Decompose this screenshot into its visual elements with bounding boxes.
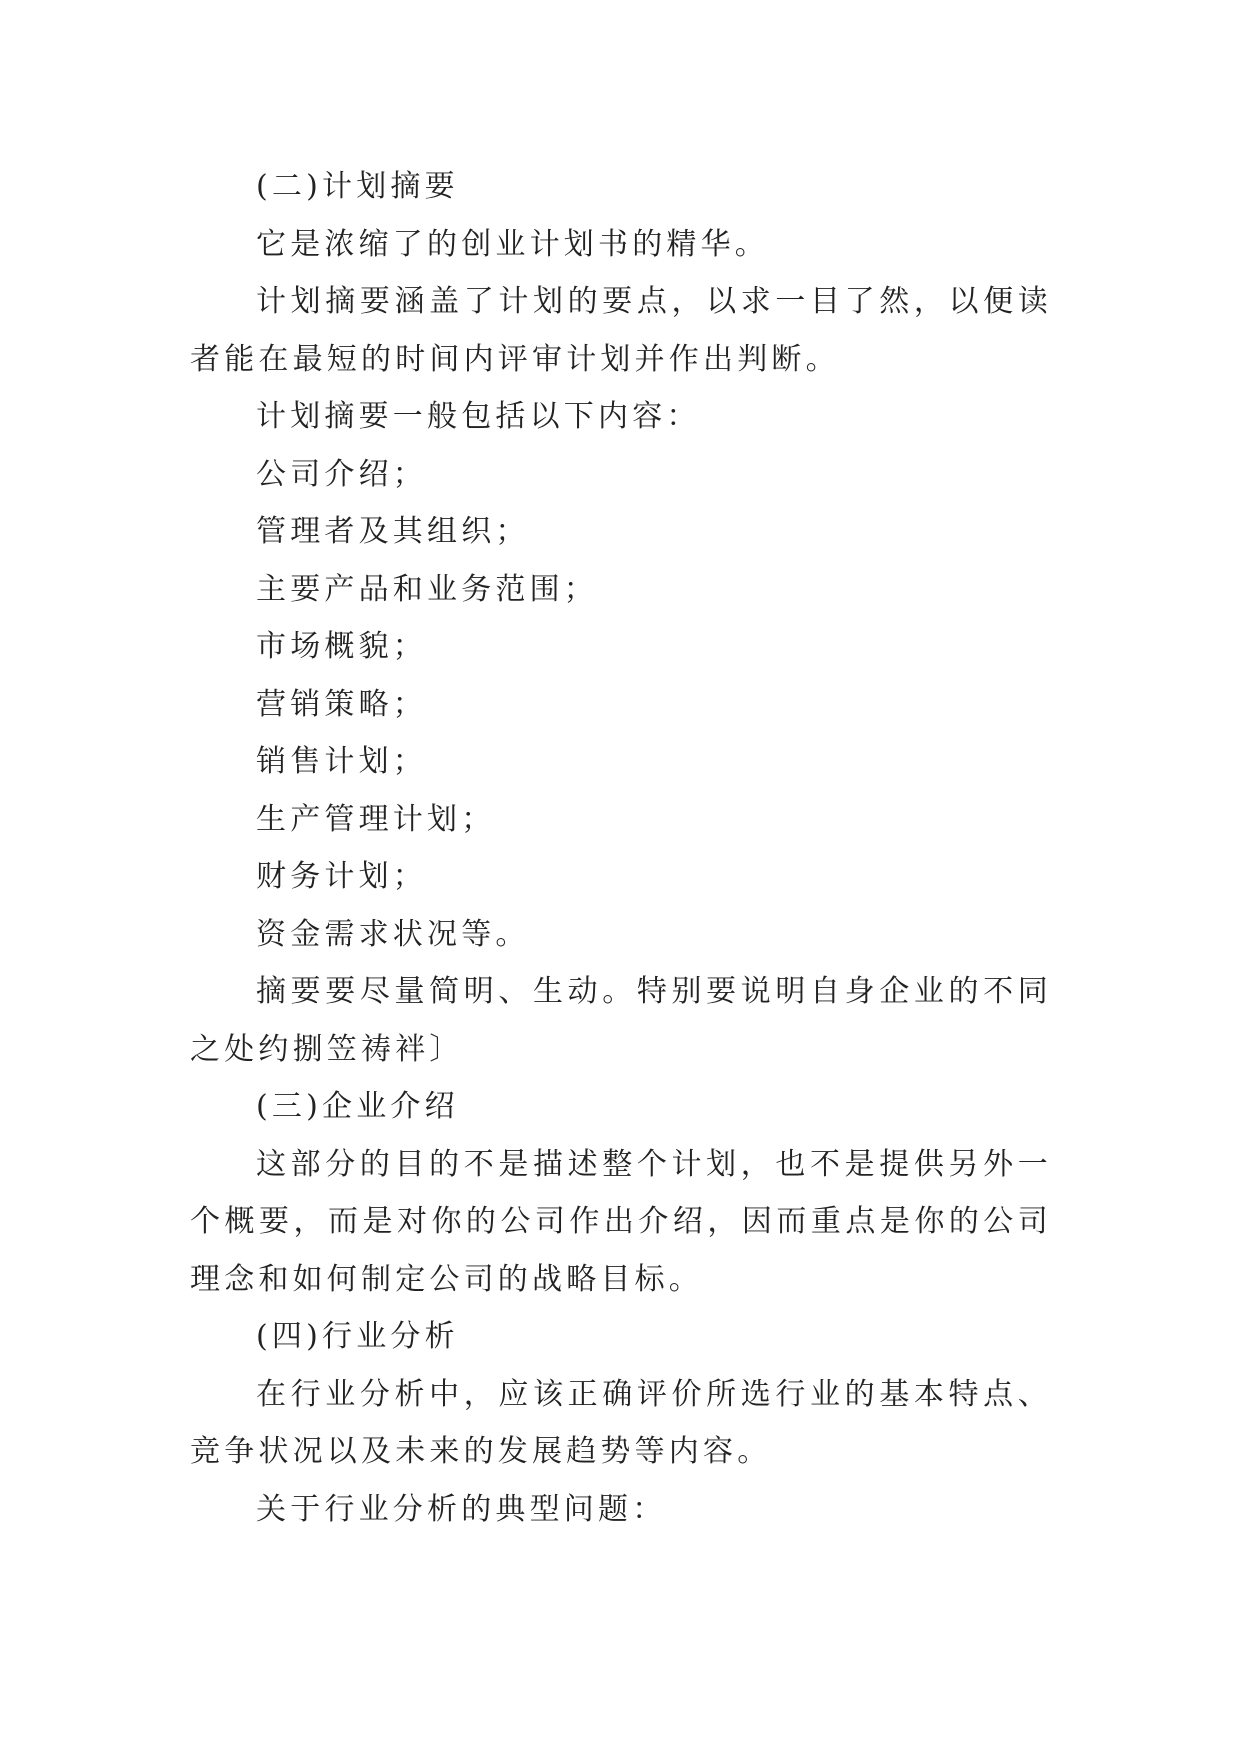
document-body <box>190 158 1052 1538</box>
list-item: 生产管理计划； <box>256 801 496 837</box>
paragraph: 在行业分析中，应该正确评价所选行业的基本特点、竞争状况以及未来的发展趋势等内容。 <box>190 1376 1052 1469</box>
list-item: 销售计划； <box>256 744 427 779</box>
paragraph: 计划摘要涵盖了计划的要点，以求一目了然，以便读者能在最短的时间内评审计划并作出判断。 <box>190 284 1052 377</box>
section-heading-industry-analysis: (四)行业分析 <box>256 1319 459 1354</box>
paragraph: 它是浓缩了的创业计划书的精华。 <box>256 226 769 262</box>
paragraph: 计划摘要一般包括以下内容： <box>256 399 701 434</box>
paragraph: 摘要要尽量简明、生动。特别要说明自身企业的不同之处约捌笠祷袢〕 <box>190 974 1052 1067</box>
list-item: 营销策略； <box>256 686 427 722</box>
paragraph: 这部分的目的不是描述整个计划，也不是提供另外一个概要，而是对你的公司作出介绍，因而重点是你的公司理念和如何制定公司的战略目标。 <box>190 1146 1052 1297</box>
list-item: 市场概貌； <box>256 629 427 664</box>
list-item: 资金需求状况等。 <box>256 916 530 952</box>
list-item: 管理者及其组织； <box>256 514 530 549</box>
paragraph: 关于行业分析的典型问题： <box>256 1491 667 1527</box>
section-heading-company-intro: (三)企业介绍 <box>256 1089 459 1124</box>
list-item: 财务计划； <box>256 859 427 894</box>
list-item: 主要产品和业务范围； <box>256 571 598 607</box>
section-heading-plan-summary: (二)计划摘要 <box>256 169 459 204</box>
list-item: 公司介绍； <box>256 456 427 492</box>
